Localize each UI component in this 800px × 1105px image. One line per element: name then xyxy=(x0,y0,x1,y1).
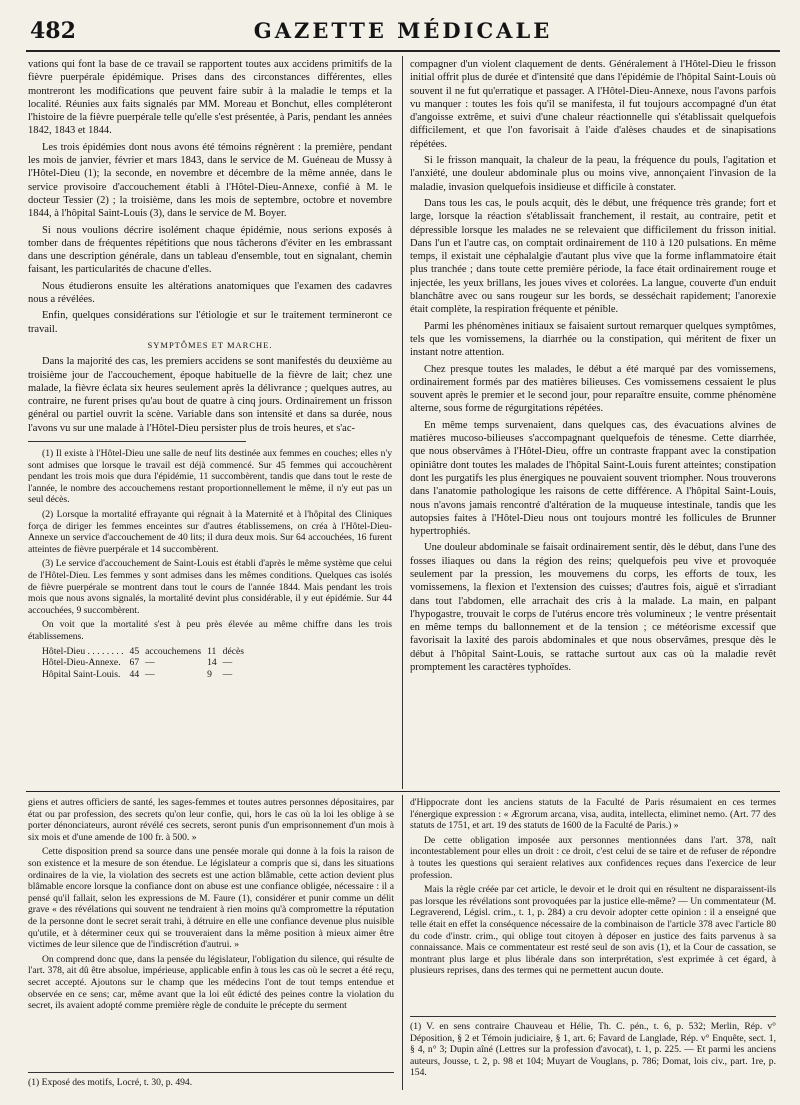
table-cell: 44 xyxy=(129,668,140,680)
footnote-rule xyxy=(28,441,246,442)
paragraph: En même temps survenaient, dans quelques cas, des évacuations alvines de matières mucoso-bilieuses s'accompagnant quelquefois de ténesme. Cette diarrhée, que nous observâmes à l'Hôtel-Dieu, offre un contraste frappant avec la constipation opiniâtre dont toutes les malades de l'hôpital Saint-Louis furent atteintes; constipation dont les purgatifs les plus énergiques ne pouvaient souvent triompher. Nous trouverons dans l'anatomie pathologique les raisons de cette différence. A l'hôpital Saint-Louis, nous n'avons jamais rencontré d'altération de la muqueuse intestinale, tandis que les autopsies faites à l'Hôtel-Dieu nous ont toujours montré les follicules de Brunner hypertrophiés. xyxy=(410,419,776,538)
table-cell: 67 xyxy=(129,657,140,669)
paragraph: De cette obligation imposée aux personnes mentionnées dans l'art. 378, naît incontestablement pour elles un droit : ce droit, c'est celui de se taire et de refuser de répondre à toutes les questions qui seraient relatives aux confidences reçues dans l'exercice de leur profession. xyxy=(410,834,776,881)
mortality-table xyxy=(42,646,250,681)
bottom-right-footnote: (1) V. en sens contraire Chauveau et Hélie, Th. C. pén., t. 6, p. 532; Merlin, Rép. v° Déposition, § 2 et Témoin judiciaire, § 1, art. 6; Favard de Langlade, Rép. v° Enquête, sect. 1, § 4, n° 3; Dupin aîné (Lettres sur la profession d'avocat), t. 1, p. 225. — Et parmi les anciens auteurs, Jousse, t. 2, p. 98 et 104; Muyart de Vouglans, p. 786; Domat, lois civ., part. 1re, p. 154. xyxy=(410,1016,776,1105)
bottom-right-column xyxy=(410,797,776,1012)
paragraph: giens et autres officiers de santé, les sages-femmes et toutes autres personnes dépositaires, par état ou par profession, des secrets qu'on leur confie, qui, hors le cas où la loi les oblige à se porter dénonciateurs, auront révélé ces secrets, seront punis d'un emprisonnement d'un mois à six mois et d'une amende de 100 fr. à 500. » xyxy=(28,797,394,843)
right-column xyxy=(410,58,776,788)
left-column xyxy=(28,58,392,788)
paragraph: Parmi les phénomènes initiaux se faisaient surtout remarquer quelques symptômes, tels que les vomissemens, la diarrhée ou la constipation, qui méritent de fixer un instant notre attention. xyxy=(410,320,776,359)
paragraph: Si nous voulions décrire isolément chaque épidémie, nous serions exposés à tomber dans de fréquentes répétitions que nous tâcherons d'éviter en les embrassant dans une description générale, dans un tableau d'ensemble, tout en signalant, chemin faisant, les particularités de chacune d'elles. xyxy=(28,224,392,276)
column-divider-bottom xyxy=(402,795,403,1090)
table-row xyxy=(42,657,250,669)
page-header xyxy=(26,18,780,48)
paragraph: Chez presque toutes les malades, le début a été marqué par des vomissemens, ordinairement formés par des matières bilieuses. Ces vomissemens cessaient le plus souvent après le premier et le second jour, pour reparaître ensuite, comme phénomène alterne, sous forme de régurgitations répétées. xyxy=(410,363,776,415)
page-number: 482 xyxy=(30,18,76,44)
left-body xyxy=(28,58,392,435)
table-cell: 9 xyxy=(207,668,212,680)
footnote: (2) Lorsque la mortalité effrayante qui régnait à la Maternité et à l'hôpital des Cliniques força de diriger les femmes enceintes sur d'autres établissemens, on créa à l'Hôtel-Dieu-Annexe un service d'accouchement de 40 lits; il dura deux mois. Sur 64 accouchées, 16 furent atteintes de fièvre puerpérale et 14 succombèrent. xyxy=(28,508,392,555)
paragraph: Nous étudierons ensuite les altérations anatomiques que l'examen des cadavres nous a révélées. xyxy=(28,280,392,306)
footnote: (1) Il existe à l'Hôtel-Dieu une salle de neuf lits destinée aux femmes en couches; elles n'y sont admises que lorsque le travail est déjà commencé. Sur 45 femmes qui accouchèrent pendant les trois mois que dura l'épidémie, 11 succombèrent, tandis que dans tout le reste de l'année, le nombre des accouchemens restant proportionnellement le même, il n'y eut pas un seul décès. xyxy=(28,448,392,506)
paragraph: compagner d'un violent claquement de dents. Généralement à l'Hôtel-Dieu le frisson initial offrit plus de durée et d'intensité que dans l'épidémie de l'hôpital Saint-Louis où souvent il ne fut qu'erratique et passager. A l'Hôtel-Dieu-Annexe, nous l'avons parfois vu manquer : toutes les fois qu'il se manifesta, il fut toujours accompagné d'un état d'angoisse extrême, et suivi d'une chaleur réactionnelle qui s'établissait quelquefois difficilement, et que l'on favorisait à l'aide d'alèses chaudes et de sinapisations répétées. xyxy=(410,59,776,150)
table-cell: 11 xyxy=(207,645,217,657)
paragraph: Une douleur abdominale se faisait ordinairement sentir, dès le début, dans l'une des fosses iliaques ou dans la région des reins; quelquefois peu vive et provoquée seulement par la pression, les mouvemens du corps, les efforts de toux, les vomissemens, la flexion et l'extension des cuisses; d'autres fois, aiguë et s'irradiant dans tout l'abdomen, elle arrachait des cris à la malade. La main, en palpant l'hypogastre, trouvait le corps de l'utérus encore très volumineux ; le ventre présentait en même temps du ballonnement et de la tension ; ce météorisme excessif que favorisait la laxité des parois abdominales et que nous observâmes, presque dès le début à l'hôpital Saint-Louis, se rattache surtout aux cas où la maladie revêt promptement les caractères typhoïdes. xyxy=(410,542,776,674)
paragraph: vations qui font la base de ce travail se rapportent toutes aux accidens primitifs de la fièvre puerpérale épidémique. Prises dans des circonstances différentes, elles montreront les modifications que peuvent faire subir à la maladie le temps et la localité. Réunies aux faits signalés par MM. Moreau et Bonchut, elles compléteront l'histoire de la fièvre puerpérale telle qu'elle s'est présentée, à Paris, pendant les années 1842, 1843 et 1844. xyxy=(28,59,392,137)
table-row xyxy=(42,669,250,681)
column-divider-top xyxy=(402,56,403,789)
footnote: (3) Le service d'accouchement de Saint-Louis est établi d'après le même système que celui de l'Hôtel-Dieu. Les femmes y sont admises dans les mêmes conditions. Quelques cas isolés de fièvre puerpérale se montrent dans tout le cours de l'année 1844. Mais pendant les trois mois que nous avons signalés, la mortalité devint plus considérable, il y eut épidémie. Sur 44 accouchées, 9 succombèrent. xyxy=(28,558,392,616)
table-cell: — xyxy=(222,668,233,680)
page-title: GAZETTE MÉDICALE xyxy=(253,18,553,43)
table-row xyxy=(42,646,250,658)
paragraph: Les trois épidémies dont nous avons été témoins régnèrent : la première, pendant les mois de janvier, février et mars 1843, dans le service de M. Guéneau de Mussy à l'Hôtel-Dieu (1); la seconde, en novembre et décembre de la même année, dans le service provisoire d'accouchement établi à l'Hôtel-Dieu-Annexe, confié à M. le docteur Tessier (2) ; la troisième, dans les mois de septembre, octobre et novembre 1844, à l'hôpital Saint-Louis (3), dans le service de M. Boyer. xyxy=(28,141,392,220)
section-divider xyxy=(26,791,780,792)
table-cell: accouchemens xyxy=(145,645,202,657)
paragraph: Dans tous les cas, le pouls acquit, dès le début, une fréquence très grande; fort et large, lorsque la réaction s'établissait franchement, il restait, au contraire, petit et dépressible lorsque les malades ne se relevaient que difficilement du frisson initial. Dans l'un et l'autre cas, on comptait ordinairement de 110 à 120 pulsations. En même temps, il existait une céphalalgie d'autant plus vive que la forme inflammatoire était plus tranchée ; dans toute cette première période, la face était ordinairement rouge et injectée, les yeux brillans, les joues vives et colorées. La langue, couverte d'un enduit blanchâtre avec ou sans rougeur sur les bords, se desséchait rapidement; l'anorexie était complète, la respiration fréquente et pénible. xyxy=(410,197,776,316)
table-cell: — xyxy=(145,668,155,680)
footnote: On voit que la mortalité s'est à peu près élevée au même chiffre dans les trois établissemens. xyxy=(28,619,392,642)
table-cell: Hôtel-Dieu . . . . . . . . xyxy=(42,645,124,657)
table-cell: 14 xyxy=(207,657,217,669)
paragraph: Mais la règle créée par cet article, le devoir et le droit qui en résultent ne disparaissent-ils pas lorsque les révélations sont provoquées par la justice elle-même? — Un commentateur (M. Legraverend, Législ. crim., t. 1, p. 284) a cru devoir adopter cette opinion : il a enseigné que telle était en effet la conséquence nécessaire de la combinaison de l'article 378 avec l'article 80 du code d'instr. crim., qui oblige tout citoyen à déposer en justice des faits parvenus à sa connaissance. Mais ce commentateur est resté seul de son avis (1), et la Cour de cassation, se montrant plus large et plus libérale dans son interprétation, s'est exprimée à cet égard, à plusieurs reprises, dans des termes qui ne permettent aucun doute. xyxy=(410,884,776,977)
table-cell: décès xyxy=(222,645,244,657)
table-cell: 45 xyxy=(129,645,140,657)
table-cell: Hôtel-Dieu-Annexe. xyxy=(42,657,121,669)
paragraph: Dans la majorité des cas, les premiers accidens se sont manifestés du deuxième au troisième jour de l'accouchement, époque habituelle de la fièvre de lait; chez une malade, la fièvre éclata six heures seulement après la délivrance ; quelques autres, au contraire, ne furent prises qu'au bout de quatre à cinq jours. Ordinairement un frisson général ou partiel ouvrit la scène. Variable dans son intensité et dans sa durée, nous l'avons vu sur une malade à l'Hôtel-Dieu persister plus de trois heures, et s'ac- xyxy=(28,356,392,434)
paragraph: Enfin, quelques considérations sur l'étiologie et sur le traitement termineront ce travail. xyxy=(28,310,392,335)
paragraph: d'Hippocrate dont les anciens statuts de la Faculté de Paris résumaient en ces termes l'énergique expression : « Ægrorum arcana, visa, audita, intellecta, eliminet nemo. (Art. 77 des statuts de 1751, et art. 19 des statuts de 1600 de la Faculté de Paris.) » xyxy=(410,797,776,832)
paragraph: On comprend donc que, dans la pensée du législateur, l'obligation du silence, qui résulte de l'art. 378, ait dû être absolue, impérieuse, applicable enfin à tous les cas où le secret a été reçu, secret accepté. Ajoutons sur le champ que les médecins l'ont de tout temps entendue et observée en ce sens; car, même avant que la loi eût édicté des peines contre la violation du secret, ils avaient adopté comme première règle de conduite le précepte du serment xyxy=(28,953,394,1012)
bottom-left-footnote: (1) Exposé des motifs, Locré, t. 30, p. 494. xyxy=(28,1072,394,1089)
paragraph: Cette disposition prend sa source dans une pensée morale qui donne à la fois la raison de son existence et la mesure de son étendue. Le législateur a compris que si, dans les situations ordinaires de la vie, la violation des secrets est une action blâmable, cette action devient plus blâmable encore lorsque la confiance dont on abuse est une confiance obligée, nécessaire : il a pensé qu'il fallait, selon les expressions de M. Faure (1), considérer et punir comme un délit grave « des révélations qui souvent ne tendraient à rien moins qu'à compromettre la réputation de la personne dont le secret serait trahi, à détruire en elle une confiance devenue plus nuisible qu'utile, et à déterminer ceux qui se trouveraient dans la même position à mieux aimer être victimes de leur silence que de l'indiscrétion d'autrui. » xyxy=(28,846,394,951)
header-rule xyxy=(26,50,780,52)
table-cell: — xyxy=(145,657,155,669)
bottom-left-column xyxy=(28,797,394,1065)
section-heading: SYMPTÔMES ET MARCHE. xyxy=(147,339,273,350)
left-footnotes xyxy=(28,448,392,680)
table-cell: — xyxy=(222,657,233,669)
table-cell: Hôpital Saint-Louis. xyxy=(42,668,121,680)
paragraph: Si le frisson manquait, la chaleur de la peau, la fréquence du pouls, l'agitation et l'anxiété, une douleur abdominale plus ou moins vive, annonçaient l'invasion de la maladie, invasion quelquefois insidieuse et difficile à constater. xyxy=(410,155,776,193)
